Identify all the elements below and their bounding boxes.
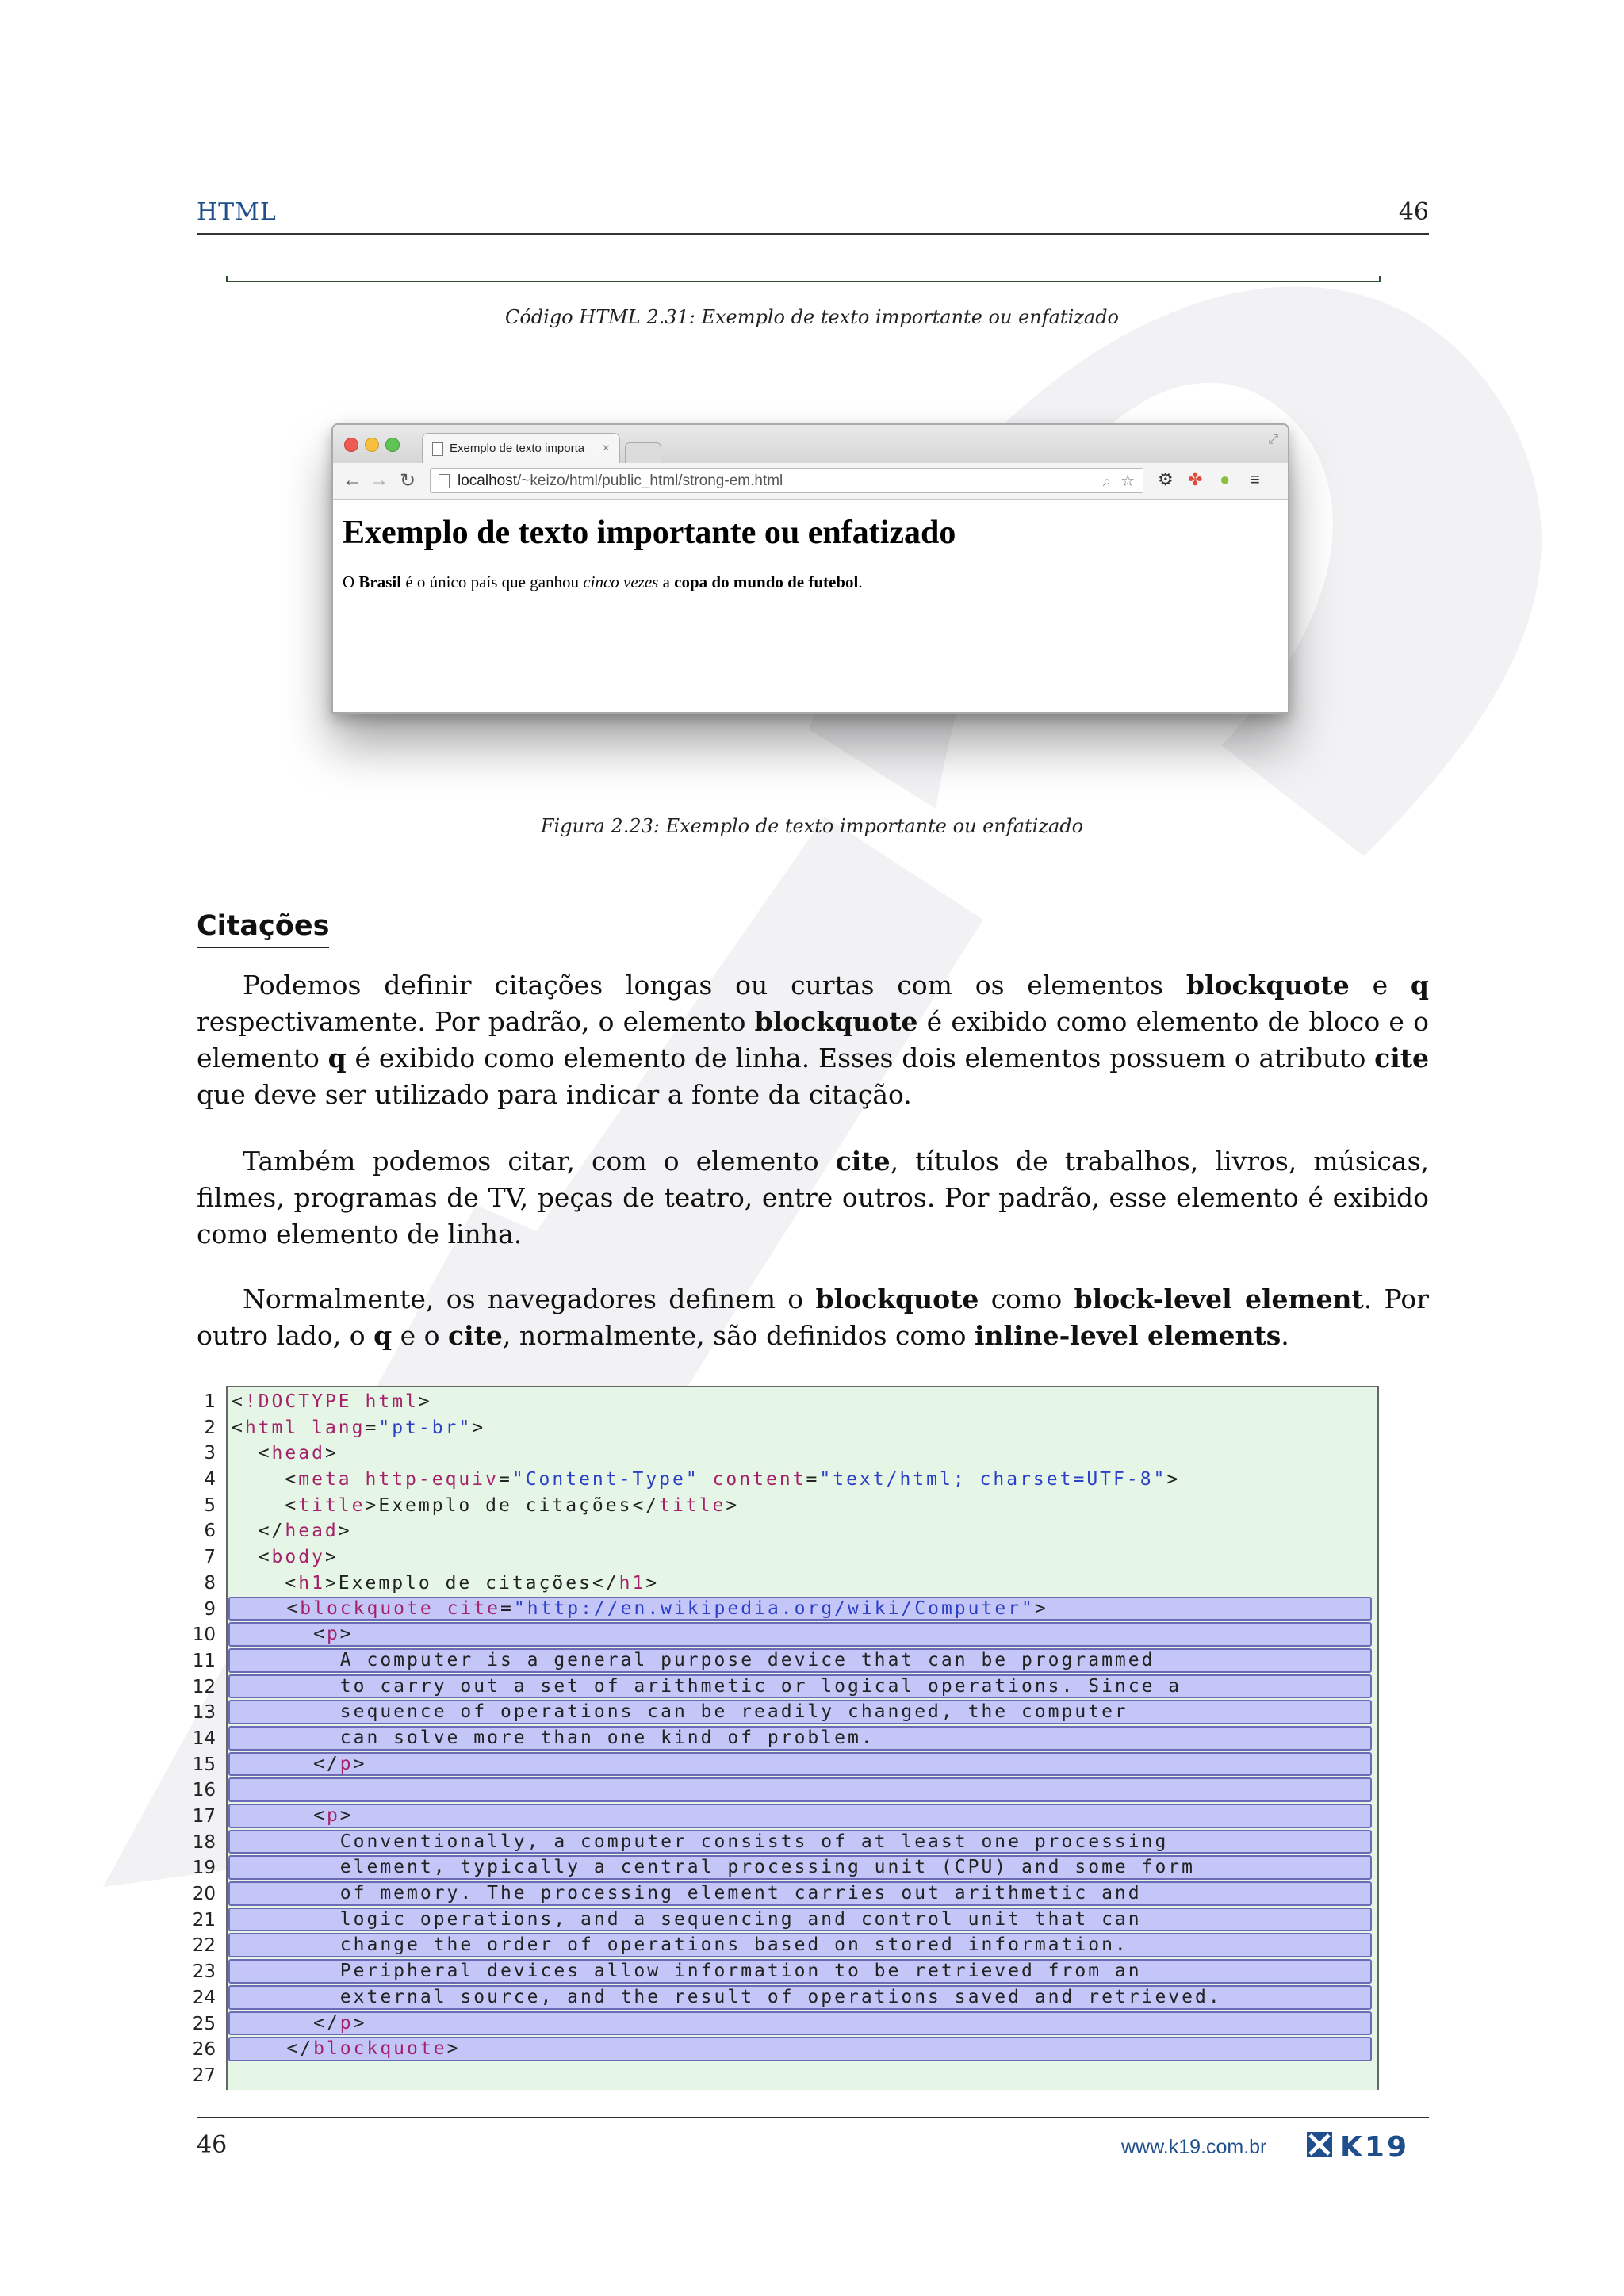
line-number: 23 [192,1961,216,1983]
code-line: element, typically a central processing unit (CPU) and some form [228,1855,1372,1880]
line-number: 3 [204,1443,216,1464]
code-lines [228,1389,1373,2089]
page-icon [439,474,450,488]
code-line: <head> [232,1443,339,1464]
code-line: A computer is a general purpose device that can be programmed [228,1648,1372,1673]
line-number: 10 [192,1624,216,1646]
zoom-window-icon[interactable] [385,438,400,452]
code-line: <p> [228,1804,1372,1828]
browser-screenshot [331,423,1289,714]
line-number: 20 [192,1884,216,1905]
rendered-page [343,514,956,592]
code-line: </head> [232,1521,352,1542]
code-line: <!DOCTYPE html> [232,1391,432,1412]
gear-icon[interactable]: ⚙ [1158,469,1174,489]
code-line: <title>Exemplo de citações</title> [232,1494,740,1516]
code-line: logic operations, and a sequencing and control unit that can [228,1908,1372,1932]
minimize-window-icon[interactable] [365,438,379,452]
line-number: 16 [192,1780,216,1801]
close-window-icon[interactable] [344,438,358,452]
line-number: 1 [204,1391,216,1412]
page-icon [432,442,443,456]
code-line: </p> [228,2011,1372,2036]
address-bar[interactable] [430,468,1143,493]
code-block-end-rule [226,281,1381,282]
footer-url-link[interactable]: www.k19.com.br [1121,2136,1267,2158]
line-number: 12 [192,1676,216,1697]
code-line: <html lang="pt-br"> [232,1417,486,1438]
line-number: 2 [204,1417,216,1438]
paragraph-2: Também podemos citar, com o elemento cite, títulos de trabalhos, livros, músicas, filmes, programas de TV, peças de teatro, entre outros. Por padrão, esse elemento é exibido como elemento de linha. [197,1146,1429,1249]
bookmark-star-icon[interactable]: ☆ [1120,473,1135,490]
k19-logo [1305,2130,1431,2161]
code-line: external source, and the result of operations saved and retrieved. [228,1985,1372,2010]
code-line: sequence of operations can be readily changed, the computer [228,1700,1372,1724]
line-number: 25 [192,2013,216,2034]
line-number: 8 [204,1572,216,1594]
line-number: 19 [192,1858,216,1879]
rendered-paragraph: O Brasil é o único país que ganhou cinco vezes a copa do mundo de futebol. [343,572,863,591]
code-line: of memory. The processing element carries out arithmetic and [228,1881,1372,1906]
line-number: 27 [192,2064,216,2086]
line-number: 4 [204,1469,216,1490]
running-header [197,198,1429,235]
code-line: <body> [232,1547,339,1568]
code-line: Peripheral devices allow information to be retrieved from an [228,1959,1372,1984]
code-line: </blockquote> [228,2037,1372,2061]
menu-icon[interactable]: ≡ [1250,469,1260,489]
rendered-heading: Exemplo de texto importante ou enfatizado [343,515,956,551]
android-extension-icon[interactable]: ● [1220,469,1231,489]
svg-text:K19: K19 [1340,2131,1409,2161]
chapter-title: HTML [197,198,277,226]
code-line: Conventionally, a computer consists of at least one processing [228,1830,1372,1854]
line-number: 7 [204,1547,216,1568]
line-number: 5 [204,1494,216,1516]
reload-icon[interactable]: ↻ [400,470,416,492]
code-line: to carry out a set of arithmetic or logical operations. Since a [228,1674,1372,1699]
code-line [228,1777,1372,1802]
footer-page-number: 46 [197,2131,228,2159]
url-host: localhost [458,473,517,489]
line-number: 11 [192,1650,216,1671]
magnifier-icon[interactable]: ⌕ [1102,473,1111,489]
code-caption: Código HTML 2.31: Exemplo de texto importante ou enfatizado [504,306,1120,328]
browser-tab[interactable] [422,433,620,465]
tab-title: Exemplo de texto importa [450,442,585,455]
code-line: <p> [228,1622,1372,1647]
browser-toolbar [333,463,1288,500]
code-line: <meta http-equiv="Content-Type" content="text/html; charset=UTF-8"> [232,1469,1181,1490]
paragraph-1: Podemos definir citações longas ou curtas com os elementos blockquote e q respectivamente. Por padrão, o elemento blockquote é exibido como elemento de bloco e o elemento q é exibido como elemento de linha. Esses dois elementos possuem o atributo cite que deve ser utilizado para indicar a fonte da citação. [197,970,1429,1110]
line-number: 21 [192,1909,216,1931]
figure-caption: Figura 2.23: Exemplo de texto importante ou enfatizado [540,815,1084,837]
line-number: 22 [192,1935,216,1957]
fullscreen-icon[interactable]: ⤢ [1268,433,1278,446]
forward-arrow-icon[interactable]: → [370,469,389,491]
code-line: <blockquote cite="http://en.wikipedia.org/wiki/Computer"> [228,1597,1372,1621]
line-number: 24 [192,1987,216,2008]
line-number: 26 [192,2039,216,2061]
back-arrow-icon[interactable]: ← [343,469,362,491]
section-title: Citações [197,910,329,948]
paragraph-3: Normalmente, os navegadores definem o blockquote como block-level element. Por outro lado, o q e o cite, normalmente, são definidos como inline-level elements. [197,1284,1429,1351]
line-numbers [182,1389,216,2089]
code-line: </p> [228,1752,1372,1777]
new-tab-button[interactable] [625,442,661,465]
code-line: change the order of operations based on stored information. [228,1933,1372,1957]
pinwheel-extension-icon[interactable]: ✤ [1188,469,1203,489]
line-number: 15 [192,1754,216,1775]
line-number: 14 [192,1728,216,1749]
code-line [228,2063,1373,2089]
browser-titlebar [333,425,1288,463]
url-path: /~keizo/html/public_html/strong-em.html [517,473,783,489]
footer-rule [197,2117,1429,2118]
line-number: 17 [192,1806,216,1827]
code-line: <h1>Exemplo de citações</h1> [232,1572,660,1594]
header-page-number: 46 [1398,198,1429,226]
close-tab-icon[interactable]: × [602,442,610,455]
line-number: 13 [192,1702,216,1724]
line-number: 9 [204,1598,216,1620]
code-line: can solve more than one kind of problem. [228,1726,1372,1751]
line-number: 18 [192,1831,216,1853]
line-number: 6 [204,1521,216,1542]
